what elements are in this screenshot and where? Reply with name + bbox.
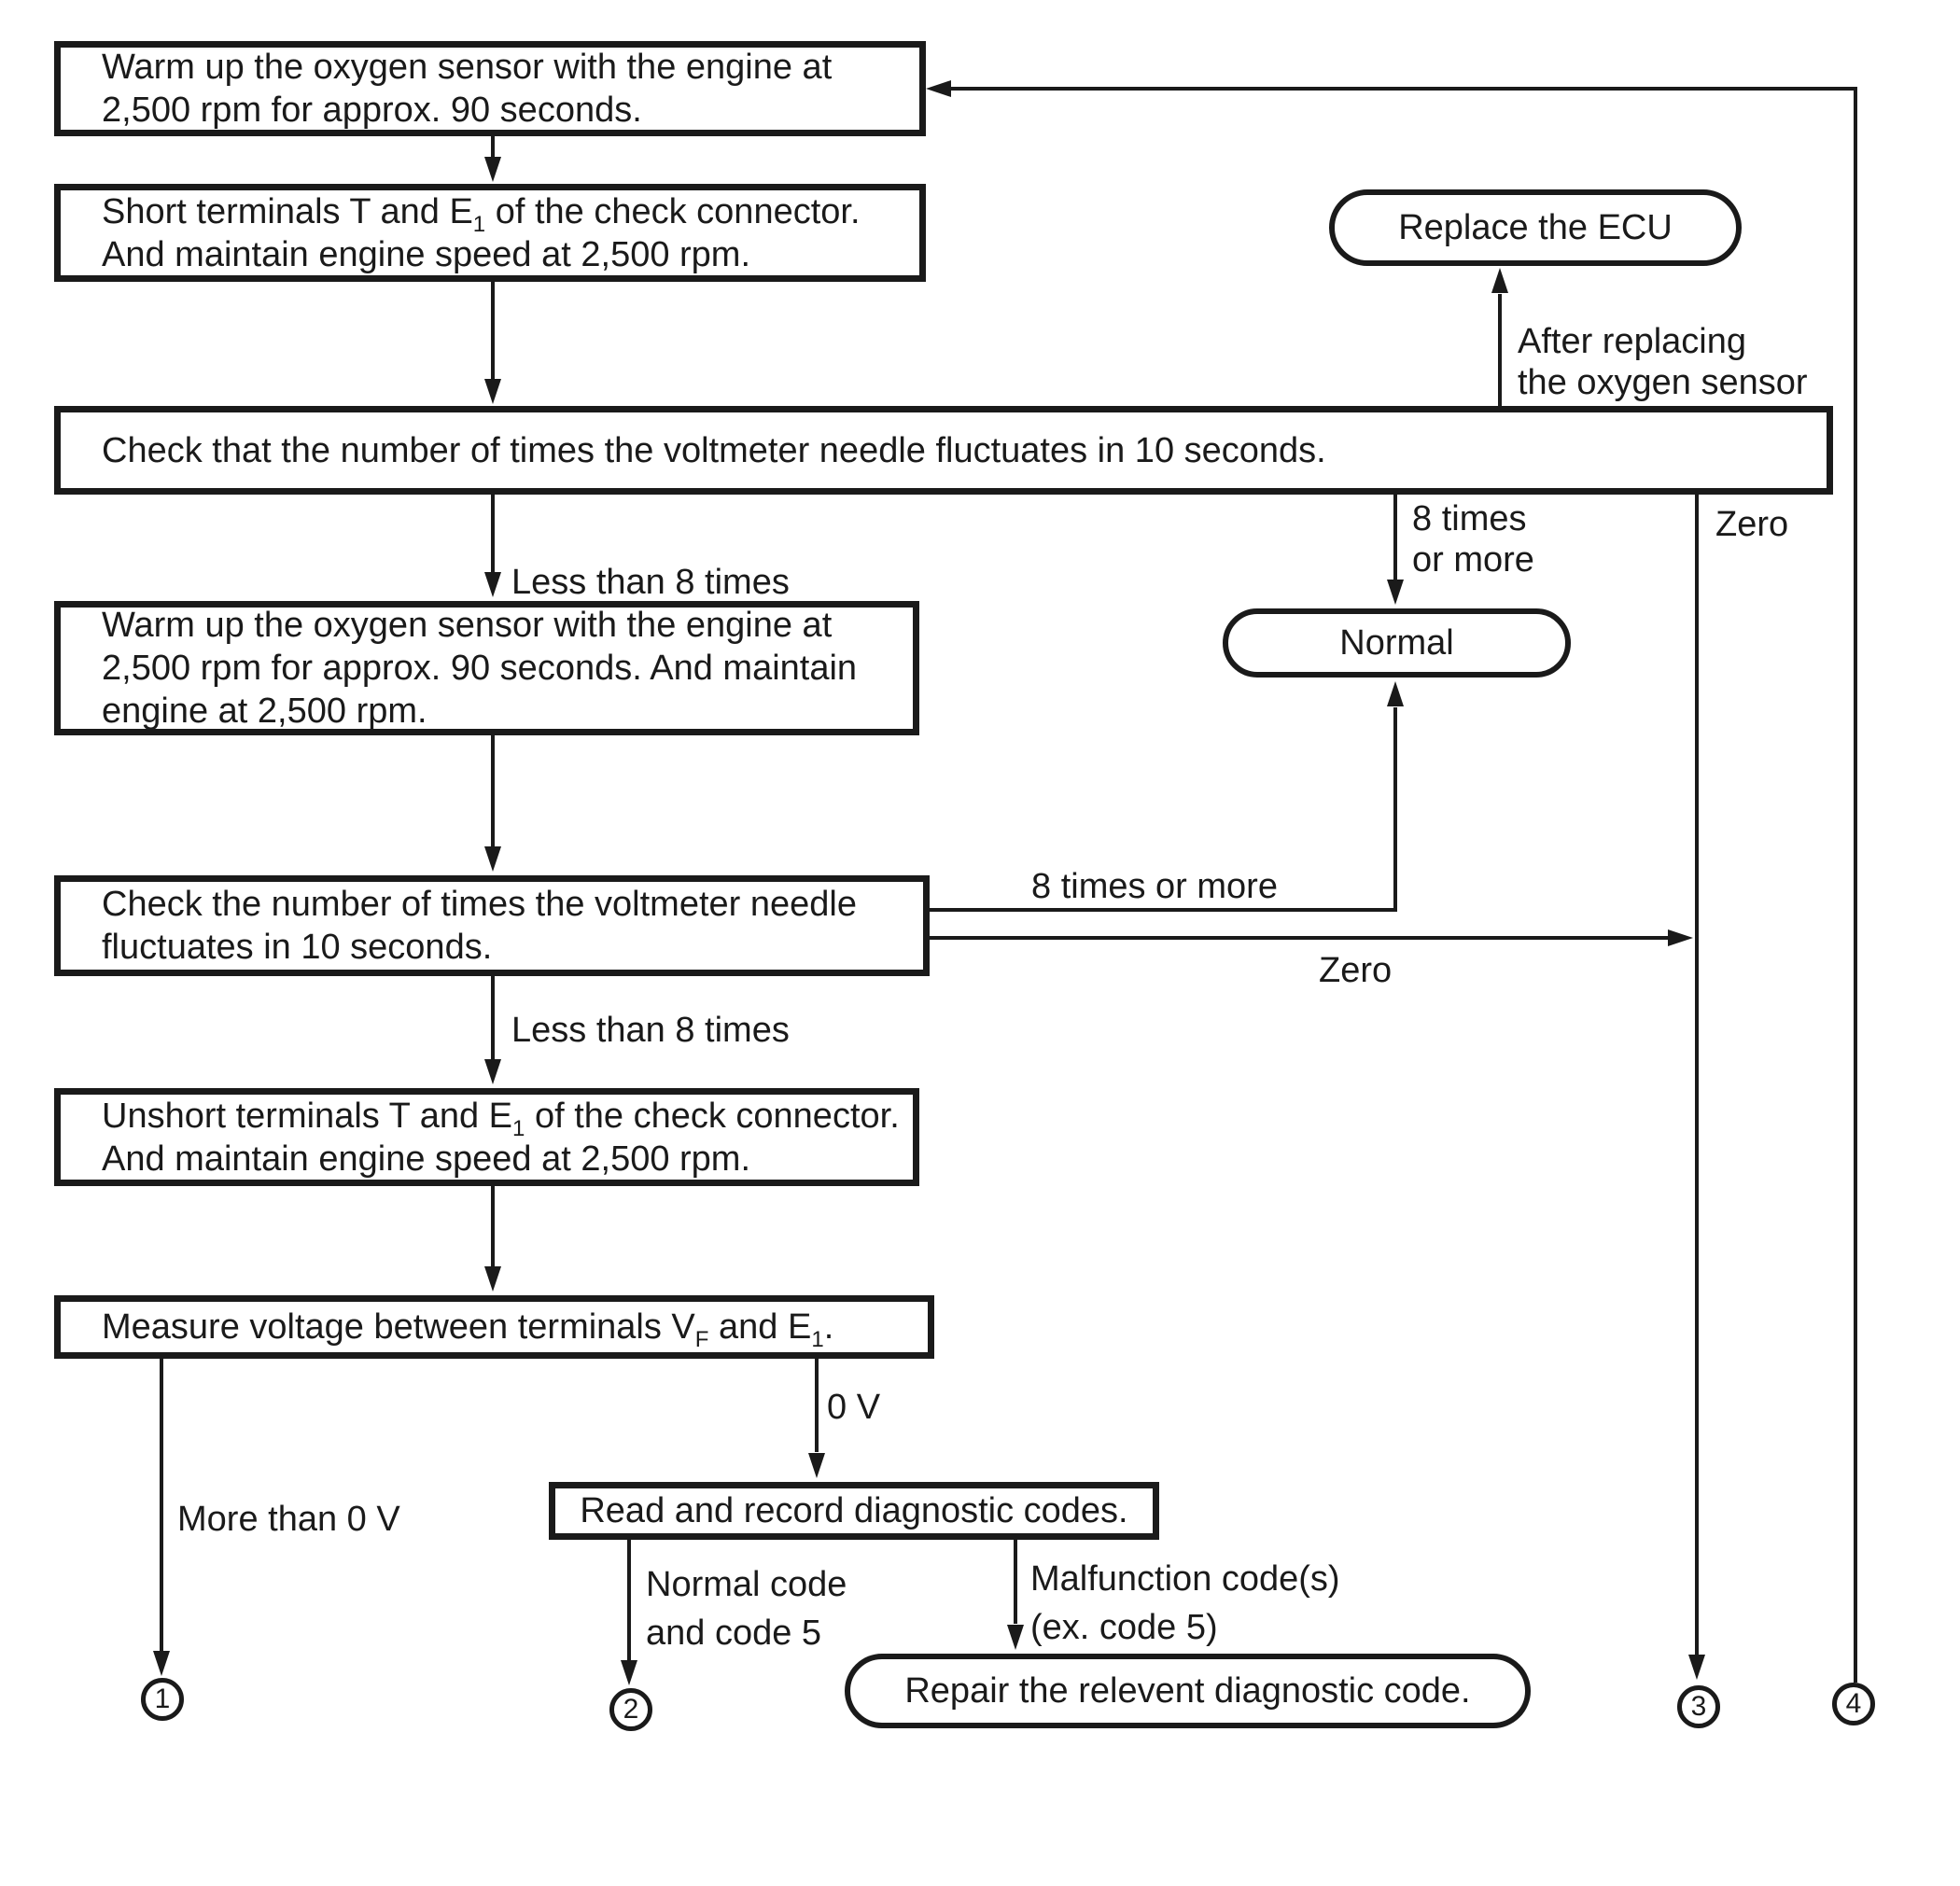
step-measure-voltage: Measure voltage between terminals $V_F$ and $E_1$. <box>54 1295 934 1359</box>
edge-check1-to-warmup2-line <box>491 495 495 573</box>
terminal-replace-ecu: Replace the ECU <box>1329 189 1742 266</box>
step-check-fluctuations-2: Check the number of times the voltmeter needle fluctuates in 10 seconds. <box>54 875 930 976</box>
edge-check2-8times-hline <box>930 908 1397 912</box>
edge-short-to-check1-arrowhead <box>484 379 501 404</box>
edge-warmup2-to-check2-arrowhead <box>484 846 501 872</box>
edge-measure-to-read-line <box>815 1359 819 1452</box>
edge-label-8-times-or-more-stacked: 8 times or more <box>1412 499 1534 580</box>
edge-check1-to-replace-ecu-line <box>1498 294 1502 408</box>
edge-check1-to-normal-line <box>1393 495 1397 580</box>
edge-read-to-repair-line <box>1014 1540 1017 1624</box>
edge-read-to-circle2-arrowhead <box>621 1660 637 1685</box>
edge-check1-to-warmup2-arrowhead <box>484 572 501 597</box>
connector-circle-2 <box>609 1688 652 1731</box>
edge-check2-to-unshort-arrowhead <box>484 1059 501 1084</box>
edge-label-zero-top: Zero <box>1715 505 1789 544</box>
connector-circle-2-label: 2 <box>623 1694 639 1725</box>
edge-return-arrowhead <box>926 80 951 97</box>
edge-check2-8times-vline <box>1393 707 1397 912</box>
terminal-repair-diagnostic-code: Repair the relevent diagnostic code. <box>845 1654 1531 1728</box>
edge-unshort-to-measure-line <box>491 1186 495 1266</box>
step-short-terminals: Short terminals T and $E_1$ of the check connector. And maintain engine speed at 2,500 rpm. <box>54 184 926 282</box>
edge-check2-zero-arrowhead <box>1668 929 1693 946</box>
edge-check2-zero-hline <box>930 936 1669 940</box>
connector-circle-1-label: 1 <box>154 1683 171 1714</box>
edge-check1-zero-line <box>1695 495 1699 1655</box>
edge-zero-to-circle3-arrowhead <box>1688 1655 1705 1680</box>
edge-check2-to-normal-arrowhead <box>1387 681 1404 706</box>
edge-warmup1-to-short-arrowhead <box>484 157 501 182</box>
edge-measure-to-read-arrowhead <box>808 1453 825 1478</box>
edge-label-zero-mid: Zero <box>1319 951 1393 990</box>
edge-return-right-line <box>1854 89 1857 1683</box>
edge-label-more-than-0v: More than 0 V <box>177 1500 400 1539</box>
step-read-diagnostic-codes: Read and record diagnostic codes. <box>549 1482 1159 1540</box>
edge-label-normal-code: Normal code and code 5 <box>646 1565 847 1653</box>
step-check-fluctuations-1: Check that the number of times the voltmeter needle fluctuates in 10 seconds. <box>54 406 1833 495</box>
connector-circle-3 <box>1677 1685 1720 1728</box>
edge-label-malfunction-code: Malfunction code(s) (ex. code 5) <box>1030 1559 1340 1647</box>
edge-warmup2-to-check2-line <box>491 735 495 847</box>
edge-check1-to-normal-arrowhead <box>1387 580 1404 605</box>
edge-label-less-than-8-first: Less than 8 times <box>511 563 790 602</box>
edge-label-less-than-8-second: Less than 8 times <box>511 1011 790 1050</box>
connector-circle-4 <box>1832 1683 1875 1725</box>
step-warm-up-sensor-2: Warm up the oxygen sensor with the engine at 2,500 rpm for approx. 90 seconds. And maintain engine at 2,500 rpm. <box>54 601 919 735</box>
connector-circle-1 <box>141 1678 184 1721</box>
edge-check1-to-replace-ecu-arrowhead <box>1491 268 1508 293</box>
edge-label-8-times-or-more-inline: 8 times or more <box>1031 867 1278 906</box>
connector-circle-4-label: 4 <box>1845 1688 1862 1719</box>
edge-label-after-replacing: After replacing the oxygen sensor <box>1518 322 1808 402</box>
edge-label-0v: 0 V <box>827 1388 881 1427</box>
terminal-normal: Normal <box>1223 608 1571 678</box>
edge-check2-to-unshort-line <box>491 976 495 1060</box>
edge-short-to-check1-line <box>491 282 495 381</box>
edge-unshort-to-measure-arrowhead <box>484 1266 501 1292</box>
edge-read-to-repair-arrowhead <box>1007 1625 1024 1650</box>
edge-measure-to-circle1-line <box>160 1359 163 1652</box>
connector-circle-3-label: 3 <box>1690 1691 1707 1722</box>
edge-read-to-circle2-line <box>627 1540 631 1661</box>
edge-return-top-line <box>946 87 1857 91</box>
step-warm-up-sensor-1: Warm up the oxygen sensor with the engine at 2,500 rpm for approx. 90 seconds. <box>54 41 926 136</box>
edge-measure-to-circle1-arrowhead <box>153 1651 170 1676</box>
step-unshort-terminals: Unshort terminals T and $E_1$ of the check connector. And maintain engine speed at 2,500 rpm. <box>54 1088 919 1186</box>
